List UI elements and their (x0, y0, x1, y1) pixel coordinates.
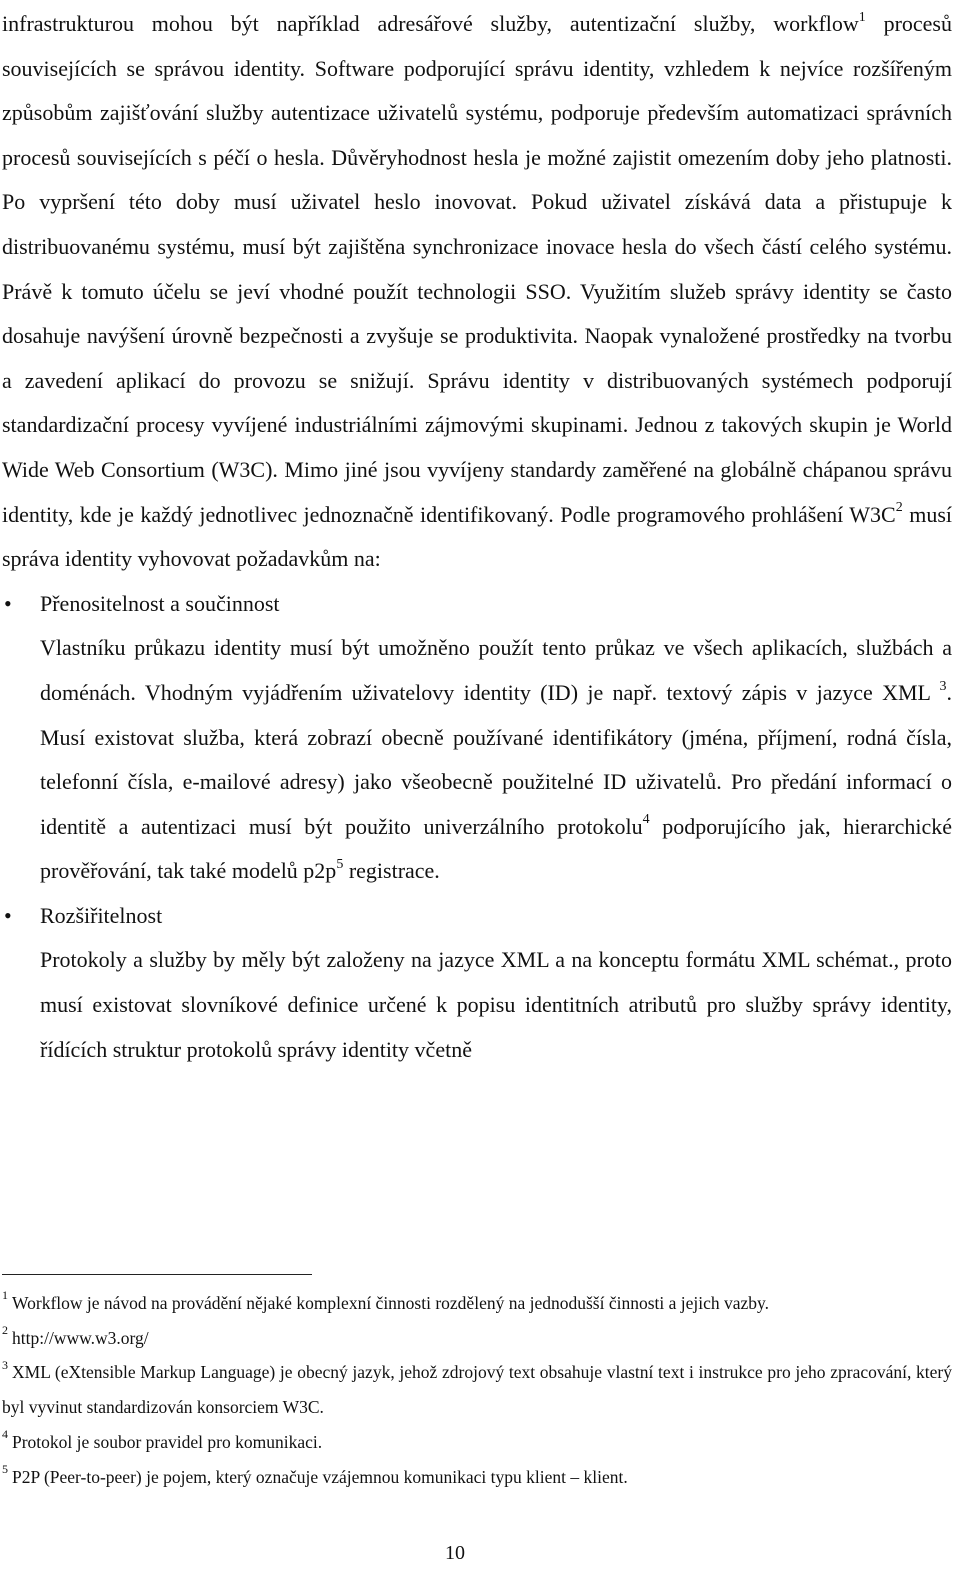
footnote-text: http://www.w3.org/ (12, 1327, 149, 1348)
page-number: 10 (445, 1542, 465, 1564)
footnote-ref-5: 5 (336, 856, 344, 872)
footnote-number: 3 (2, 1357, 8, 1372)
footnote (2, 1286, 952, 1321)
footnote-ref-2: 2 (895, 500, 903, 516)
item1-text-3: podporujícího jak, hierarchické prověřování, tak také modelů p2p (40, 813, 952, 884)
footnote-number: 4 (2, 1426, 8, 1441)
list-item-heading: Přenositelnost a součinnost (40, 590, 280, 616)
list-item-extensibility (2, 894, 952, 1072)
list-item-body (40, 626, 952, 894)
intro-text-2: procesů souvisejících se správou identity. Software podporující správu identity, vzhledem k nejvíce rozšířeným způsobům zajišťování služby autentizace uživatelů systému, podporuje především automatizaci správních procesů souvisejících s péčí o hesla. Důvěryhodnost hesla je možné zajistit omezením doby jeho platnosti. Po vypršení této doby musí uživatel heslo inovovat. Pokud uživatel získává data a přistupuje k distribuovanému systému, musí být zajištěna synchronizace inovace hesla do všech částí celého systému. Právě k tomuto účelu se jeví vhodné použít technologii SSO. Využitím služeb správy identity se často dosahuje navýšení úrovně bezpečnosti a zvyšuje se produktivita. Naopak vynaložené prostředky na tvorbu a zavedení aplikací do provozu se snižují. Správu identity v distribuovaných systémech podporují standardizační procesy vyvíjené industriálními zájmovými skupinami. Jednou z takových skupin je World Wide Web Consortium (W3C). Mimo jiné jsou vyvíjeny standardy zaměřené na globálně chápanou správu identity, kde je každý jednotlivec jednoznačně identifikovaný. Podle programového prohlášení W3C (2, 11, 952, 527)
footnote-text: Protokol je soubor pravidel pro komunikaci. (12, 1431, 323, 1452)
intro-text-1: infrastrukturou mohou být například adresářové služby, autentizační služby, workflow (2, 11, 859, 36)
item1-text-4: registrace. (343, 858, 440, 884)
footnote-text: XML (eXtensible Markup Language) je obecný jazyk, jehož zdrojový text obsahuje vlastní text i instrukce pro jeho zpracování, který byl vyvinut standardizován konsorciem W3C. (2, 1362, 952, 1418)
footnote-ref-4: 4 (642, 812, 650, 828)
footnote-number: 1 (2, 1288, 8, 1303)
list-item-heading: Rozšiřitelnost (40, 902, 163, 928)
intro-paragraph (2, 2, 952, 582)
footnote-number: 5 (2, 1461, 8, 1476)
intro-text-3: musí správa identity vyhovovat požadavkům na: (2, 501, 952, 572)
footnote (2, 1321, 952, 1356)
item1-text-1: Vlastníku průkazu identity musí být umožněno použít tento průkaz ve všech aplikacích, službách a doménách. Vhodným vyjádřením uživatelovy identity (ID) je např. textový zápis v jazyce XML (40, 635, 952, 705)
list-item-portability (2, 582, 952, 894)
footnote-ref-3: 3 (939, 678, 947, 694)
footnotes (2, 1286, 952, 1494)
bullet-icon: • (4, 902, 12, 928)
footnote (2, 1460, 952, 1495)
bullet-icon: • (4, 590, 12, 616)
footnote-ref-1: 1 (858, 9, 866, 25)
list-item-body: Protokoly a služby by měly být založeny na jazyce XML a na konceptu formátu XML schémat., proto musí existovat slovníkové definice určené k popisu identitních atributů pro služby správy identity, řídících struktur protokolů správy identity včetně (40, 947, 952, 1062)
footnote (2, 1425, 952, 1460)
footnote-text: P2P (Peer-to-peer) je pojem, který označuje vzájemnou komunikaci typu klient – klient. (12, 1466, 628, 1487)
footnote (2, 1355, 952, 1424)
body-text (2, 2, 952, 1072)
footnote-text: Workflow je návod na provádění nějaké komplexní činnosti rozdělený na jednodušší činnosti a jejich vazby. (12, 1293, 770, 1313)
footnote-divider (2, 1274, 312, 1275)
item1-text-2: . Musí existovat služba, která zobrazí obecně používané identifikátory (jména, příjmení, rodná čísla, telefonní čísla, e-mailové adresy) jako všeobecně použitelné ID uživatelů. Pro předání informací o identitě a autentizaci musí být použito univerzálního protokolu (40, 679, 952, 839)
footnote-number: 2 (2, 1322, 8, 1337)
requirements-list (2, 582, 952, 1073)
